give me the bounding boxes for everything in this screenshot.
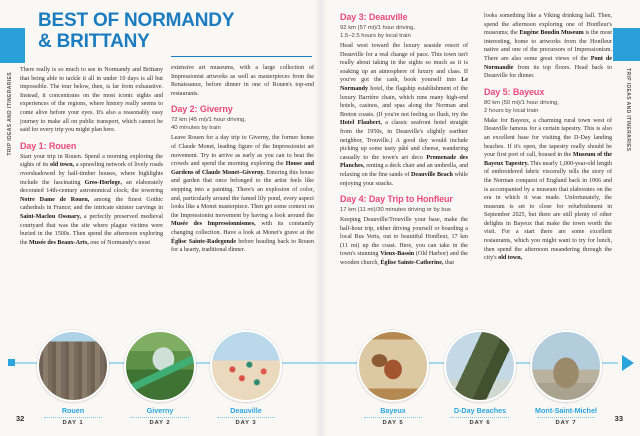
stop-dotted-divider (537, 417, 595, 418)
day-distance-meta: 92 km (57 mi)/1 hour driving, (340, 25, 415, 31)
body-paragraph: Start your trip in Rouen. Spend a morning exploring the sights of its old town, a sprawling network of lively roads overshadowed by half-timber houses, where highlights include the fascinating Gros-Horloge, an elaborately decorated 14th-century astronomical clock; the towering Notre Dame de Rouen, among the finest Gothic cathedrals in France; and the intricate sinister carvings in Saint-Maclou Ossuary, a perfectly preserved medieval courtyard that was the site where plague victims were buried in the 1500s. Then spend the afternoon exploring the Musée des Beaux-Arts, one of Normandy's most (20, 153, 163, 246)
rouen-photo (37, 330, 109, 402)
day-heading: Day 3: Deauville (340, 12, 408, 22)
timeline-stop (201, 326, 291, 426)
itinerary-timeline (0, 326, 640, 432)
stop-day-label: DAY 7 (555, 420, 577, 426)
page-title-line1: BEST OF NORMANDY (38, 10, 235, 31)
chapter-tab-right (613, 28, 640, 61)
chapter-tab-left (0, 28, 25, 63)
stop-name: Deauville (230, 406, 262, 415)
day-heading: Day 2: Giverny (171, 104, 233, 115)
body-paragraph: Leave Rouen for a day trip to Giverny, the former home of Claude Monet, leading figure of the Impressionist art movement. Try to arrive as early as you can to beat the crowds and spend the morning exploring the House and Gardens of Claude Monet–Giverny. Entering this house and garden that once belonged to the artist feels like stepping into a painting. There's an explosion of color, and, particularly around the famed lily pond, every aspect looks like a Monet masterpiece. Then get some context on the Impressionist movement by having a look around the Musée des Impressionnismes, with its constantly changing collection. Have a look at Monet's grave at the Église Sainte-Radegonde before heading back to Rouen for a hearty, traditional dinner. (171, 135, 314, 254)
dday-beaches-photo (444, 330, 516, 402)
body-paragraph: Make for Bayeux, a charming rural town west of Deauville famous for a certain tapestry. This is also an excellent base for visiting the D-Day landing beaches. If it's open, the tapestry really should be your first port of call, housed in the Museum of the Bayeux Tapestry. This nearly 1,000-year-old length of embroidered fabric viscerally tells the story of the Norman conquest of England back in 1066 and is accompanied by a museum that elaborates on the era in which it was made. Unfortunately, the museum is set to close for refurbishment in September 2025, but there are still plenty of other delights in Bayeux that make the town worth the visit. For a start there are some excellent restaurants, which you might want to try for lunch, then spend the afternoon meandering through the city's old town, (484, 117, 612, 262)
stop-name: Rouen (61, 406, 85, 415)
stop-dotted-divider (131, 417, 189, 418)
stop-day-label: DAY 5 (382, 420, 404, 426)
stop-name: D-Day Beaches (453, 406, 507, 415)
stop-day-label: DAY 1 (62, 420, 84, 426)
timeline-start-marker (8, 359, 15, 366)
day-distance-meta: 72 km (45 mi)/1 hour driving, (171, 117, 246, 124)
day-distance-meta: 40 minutes by train (171, 125, 221, 132)
stop-day-label: DAY 3 (235, 420, 257, 426)
stop-name: Giverny (146, 406, 174, 415)
timeline-stop (435, 326, 525, 426)
timeline-arrow-icon (622, 355, 634, 371)
text-column-3 (340, 12, 468, 330)
deauville-photo (210, 330, 282, 402)
body-paragraph: There really is so much to see in Normandy and Brittany that being able to tackle it all in under 10 days is all but impossible. The tour below, then, is far from exhaustive. Instead, it concentrates on the most iconic sights and experiences of the regions, where history really seems to come alive before your eyes. It's also a reasonably easy journey to make all on public transport, which cannot be said for every trip you might plan here. (20, 67, 163, 134)
stop-dotted-divider (364, 417, 422, 418)
page-number-right: 33 (614, 414, 623, 423)
stop-dotted-divider (451, 417, 509, 418)
page-title-line2: & BRITTANY (38, 31, 150, 52)
stop-name: Mont-Saint-Michel (535, 406, 597, 415)
text-column-4 (484, 12, 612, 330)
stop-day-label: DAY 2 (149, 420, 171, 426)
body-paragraph: looks something like a Viking drinking hall. Then, spend the afternoon exploring one of Honfleur's museums; the Eugène Boudin Museum is the most interesting, home to artworks from the Honfleur native and one of the precursors of Impressionism. There are also some great views of the Pont de Normandie from its top floors. Head back to Deauville for dinner. (484, 13, 612, 80)
stop-name: Bayeux (380, 406, 406, 415)
timeline-stop (348, 326, 438, 426)
mont-saint-michel-photo (530, 330, 602, 402)
day-distance-meta: 17 km (11 mi)/30 minutes driving or by bus (340, 207, 451, 214)
timeline-stop (115, 326, 205, 426)
timeline-stop (521, 326, 611, 426)
stop-dotted-divider (44, 417, 102, 418)
day-heading: Day 5: Bayeux (484, 86, 545, 97)
title-rule (171, 56, 312, 57)
body-paragraph: extensive art museums, with a large collection of Impressionist artworks as well as masterpieces from the Renaissance, before dinner in one of Rouen's top-end restaurants. (171, 65, 314, 97)
page-title (38, 10, 234, 52)
stop-dotted-divider (217, 417, 275, 418)
text-column-1 (20, 66, 163, 330)
giverny-photo (124, 330, 196, 402)
body-paragraph: Head west toward the luxury seaside resort of Deauville for a real change of pace. This town isn't really about taking in the sights so much as it is soaking up an atmosphere of luxury and class. If you've got the cash, book yourself into Le Normandy hotel, the flagship establishment of the luxury Barrière chain, which runs many high-end hotels, casinos, and spas along the Norman and Breton coasts. (If you're not feeling so flush, try the Hotel Flaubert, a classic seafront hotel straight from the 1950s, in Deauville's slightly earthier neighbor, Trouville.) A good day would include picking up some tasty pâté and cheese, wandering casually to the town's art deco Promenade des Planches, renting a deck chair and an umbrella, and relaxing on the fine sands of Deauville Beach while enjoying your snacks. (340, 43, 468, 187)
day-heading: Day 1: Rouen (20, 140, 77, 151)
day-distance-meta: 1.5–2.5 hours by local train (340, 33, 411, 39)
day-distance-meta: 80 km (50 mi)/1 hour driving, (484, 99, 559, 106)
text-column-2 (171, 64, 314, 330)
body-paragraph: Keeping Deauville/Trouville your base, make the half-hour trip, either driving yourself or boarding a local Bus Verts, out to beautiful Honfleur, 17 km (11 mi) up the coast. Here, you can take in the town's stunning Vieux-Bassin (Old Harbor) and the wooden church, Église Sainte-Catherine, that (340, 217, 468, 267)
sidebar-label-left: TRIP IDEAS AND ITINERARIES (7, 72, 13, 156)
timeline-stop (28, 326, 118, 426)
stop-day-label: DAY 6 (469, 420, 491, 426)
day-distance-meta: 2 hours by local train (484, 107, 539, 114)
bayeux-photo (357, 330, 429, 402)
page-number-left: 32 (16, 414, 25, 423)
sidebar-label-right: TRIP IDEAS AND ITINERARIES (625, 68, 631, 152)
day-heading: Day 4: Day Trip to Honfleur (340, 194, 453, 205)
